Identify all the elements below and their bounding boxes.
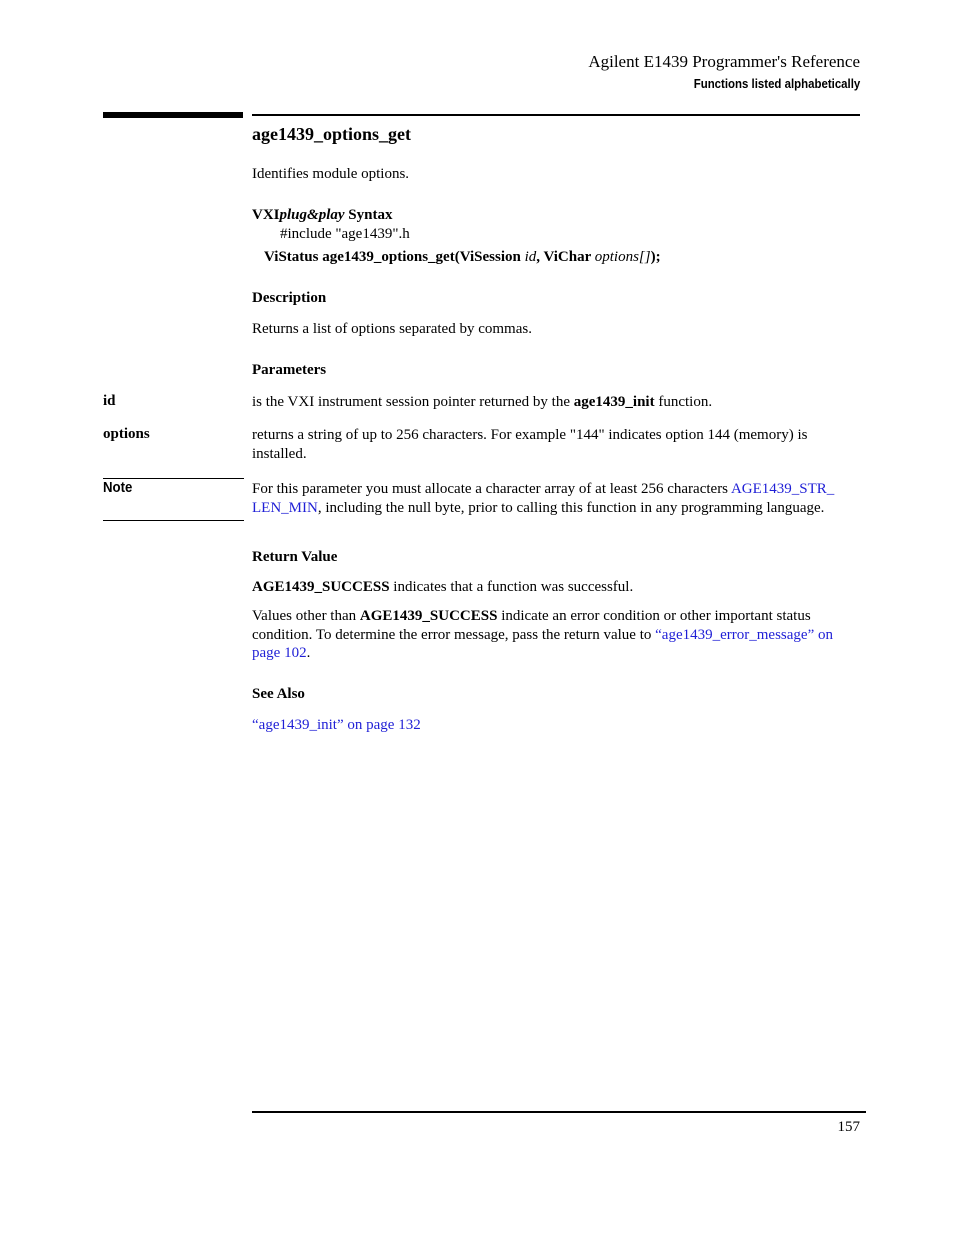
success-constant: AGE1439_SUCCESS <box>252 579 390 595</box>
margin-bar <box>103 112 243 118</box>
return-value-p2-text1: Values other than <box>252 608 360 624</box>
note-text-after: , including the null byte, prior to calling this function in any programming language. <box>317 499 825 516</box>
init-link[interactable]: “age1439_init” on page 132 <box>252 717 421 733</box>
str-len-min-link-part2: LEN_MIN <box>252 499 318 516</box>
note-text <box>252 480 860 517</box>
return-value-p1 <box>252 578 860 597</box>
syntax-heading <box>252 207 860 224</box>
description-text: Returns a list of options separated by commas. <box>252 321 532 337</box>
signature-type: , ViChar <box>536 249 595 265</box>
footer-rule <box>252 1111 866 1113</box>
syntax-heading-suffix: Syntax <box>344 207 393 223</box>
success-constant-2: AGE1439_SUCCESS <box>359 608 498 624</box>
section-subtitle: Functions listed alphabetically <box>693 76 860 91</box>
syntax-heading-prefix: VXI <box>252 207 280 223</box>
param-name-options: options <box>103 426 150 442</box>
param-name-id: id <box>103 393 116 409</box>
signature-name: ViStatus age1439_options_get(ViSession <box>264 249 525 265</box>
function-title: age1439_options_get <box>252 124 411 144</box>
return-value-p2-text2: indicate an error condition or other important status condition. To determine the error message, pass the return value to <box>252 608 811 643</box>
param-id-bold: age1439_init <box>573 394 655 410</box>
description-heading: Description <box>252 290 327 306</box>
document-title: Agilent E1439 Programmer's Reference <box>588 52 860 71</box>
return-value-heading: Return Value <box>252 549 338 565</box>
top-rule <box>252 114 860 116</box>
page-number: 157 <box>837 1119 860 1135</box>
error-message-link[interactable]: “age1439_error_message” on page 102 <box>252 626 833 661</box>
note-rule-bottom <box>103 520 244 521</box>
str-len-min-link-part1: AGE1439_STR_ <box>730 481 835 497</box>
note-text-before: For this parameter you must allocate a character array of at least 256 characters <box>252 481 731 497</box>
param-id-text-after: function. <box>654 394 713 410</box>
include-line: #include "age1439".h <box>280 226 410 242</box>
param-desc-id <box>252 393 860 412</box>
param-id-text-before: is the VXI instrument session pointer returned by the <box>252 394 574 410</box>
note-label: Note <box>103 479 133 496</box>
return-value-p2 <box>252 607 860 663</box>
parameters-heading: Parameters <box>252 362 327 378</box>
signature-param-options: options[] <box>594 249 651 265</box>
return-value-p2-end: . <box>306 645 311 661</box>
return-value-p1-text: indicates that a function was successful. <box>389 579 634 595</box>
signature-param-id: id <box>524 249 537 265</box>
signature-end: ); <box>650 249 661 265</box>
syntax-heading-italic: plug&play <box>279 207 345 223</box>
summary-text: Identifies module options. <box>252 166 410 182</box>
function-signature <box>264 248 661 267</box>
param-desc-options: returns a string of up to 256 characters. For example "144" indicates option 144 (memory) is installed. <box>252 427 808 462</box>
see-also-heading: See Also <box>252 686 305 702</box>
